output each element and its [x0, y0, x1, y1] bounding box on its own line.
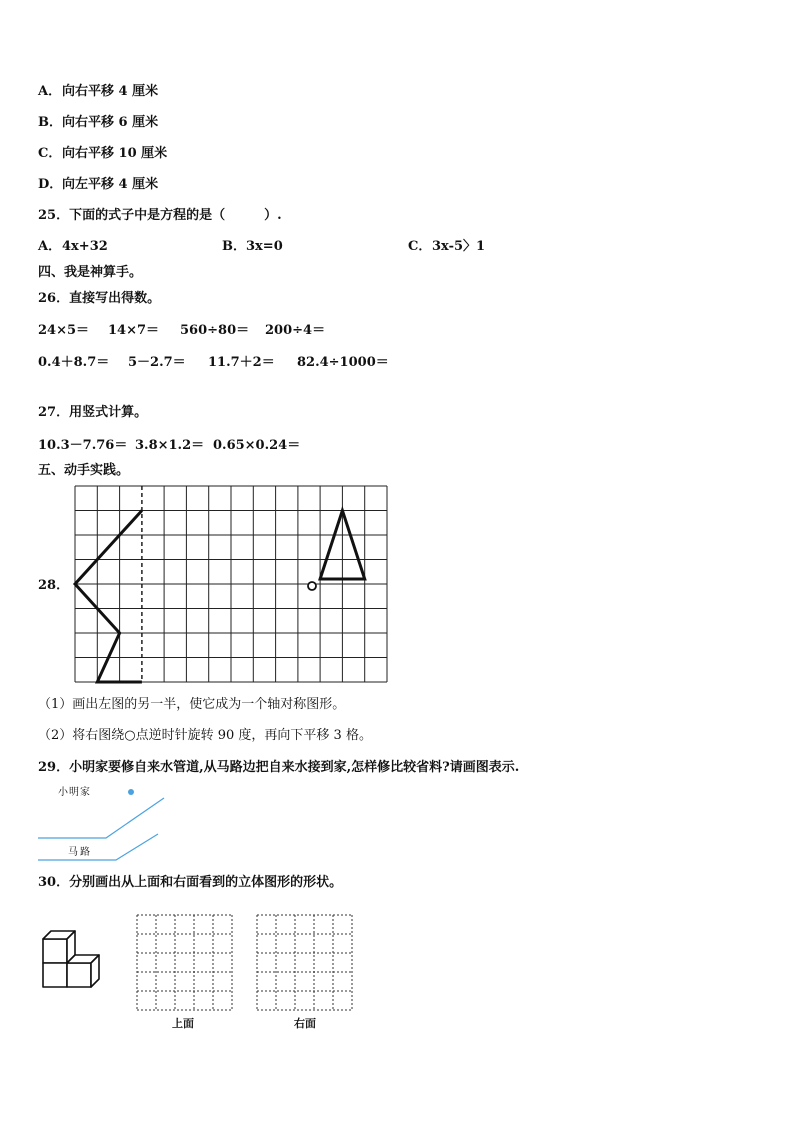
right-view-label: 右面 [294, 1017, 316, 1030]
left-half-shape [75, 511, 142, 683]
road-label: 马路 [68, 847, 92, 858]
expression: 82.4÷1000＝ [297, 355, 389, 370]
expression: 0.4＋8.7＝ [38, 355, 110, 370]
option-text: 向左平移 4 厘米 [62, 177, 159, 192]
option-text: 向右平移 10 厘米 [62, 146, 168, 161]
option-text: 4x+32 [62, 239, 108, 254]
expression: 5－2.7＝ [128, 355, 186, 370]
q28-sub1: （1）画出左图的另一半，使它成为一个轴对称图形。 [38, 697, 346, 712]
road-edge-top [38, 798, 164, 838]
q29-title: 29．小明家要修自来水管道,从马路边把自来水接到家,怎样修比较省料?请画图表示. [38, 760, 520, 775]
expression: 3.8×1.2＝ [135, 438, 205, 453]
section5-title: 五、动手实践。 [38, 463, 130, 478]
option-label: C． [38, 146, 62, 161]
q25-title: 25．下面的式子中是方程的是（ ）. [38, 208, 282, 223]
expression: 11.7＋2＝ [208, 355, 275, 370]
top-view-label: 上面 [172, 1017, 194, 1030]
expression: 0.65×0.24＝ [213, 438, 301, 453]
option-text: 3x=0 [246, 239, 283, 254]
top-view-dotted-grid[interactable] [136, 914, 236, 1014]
option-label: B． [38, 115, 62, 130]
option-text: 3x-5〉1 [432, 239, 486, 254]
expression: 14×7＝ [108, 323, 160, 338]
q29-road-diagram [36, 782, 176, 864]
option-label: A． [38, 84, 62, 99]
expression: 560÷80＝ [180, 323, 250, 338]
q28-grid-figure [74, 485, 394, 685]
cube-stack-figure [40, 928, 112, 990]
q26-title: 26．直接写出得数。 [38, 291, 161, 306]
q30-title: 30．分别画出从上面和右面看到的立体图形的形状。 [38, 875, 343, 890]
option-text: 向右平移 4 厘米 [62, 84, 159, 99]
option-label: B． [222, 239, 246, 254]
house-dot [128, 789, 134, 795]
expression: 10.3－7.76＝ [38, 438, 128, 453]
option-label: D． [38, 177, 63, 192]
section4-title: 四、我是神算手。 [38, 265, 143, 280]
option-text: 向右平移 6 厘米 [62, 115, 159, 130]
option-label: C． [408, 239, 432, 254]
right-view-dotted-grid[interactable] [256, 914, 356, 1014]
expression: 200÷4＝ [265, 323, 326, 338]
q28-number: 28． [38, 578, 70, 593]
house-label: 小明家 [58, 787, 91, 798]
option-label: A． [38, 239, 62, 254]
q27-title: 27．用竖式计算。 [38, 405, 148, 420]
q28-sub2: （2）将右图绕○点逆时针旋转 90 度，再向下平移 3 格。 [38, 728, 372, 743]
rotation-point-o [308, 582, 316, 590]
expression: 24×5＝ [38, 323, 90, 338]
